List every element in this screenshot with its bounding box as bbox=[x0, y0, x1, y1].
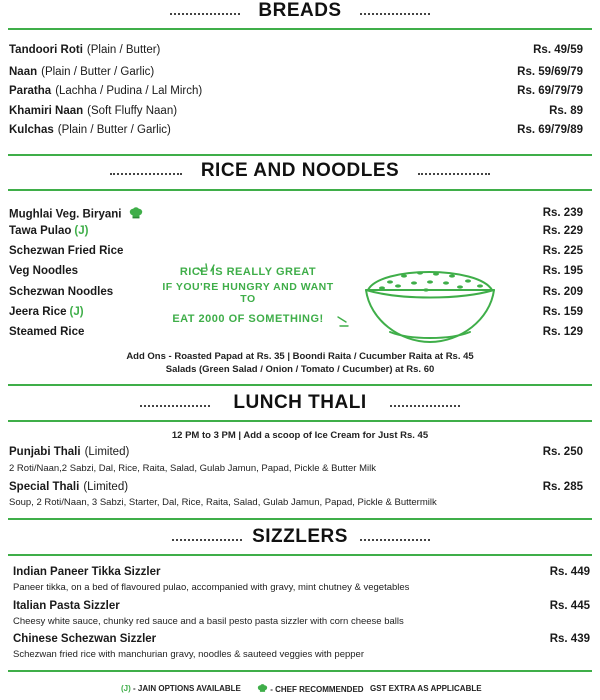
item-description: Soup, 2 Roti/Naan, 3 Sabzi, Starter, Dal, Rice, Raita, Salad, Gulab Jamun, Papad, Pickle & Buttermilk bbox=[9, 497, 437, 508]
list-item: Steamed Rice Rs. 129 bbox=[9, 326, 583, 338]
chef-hat-icon bbox=[257, 684, 268, 693]
list-item: Schezwan Noodles Rs. 209 bbox=[9, 286, 583, 298]
jain-badge: (J) bbox=[74, 225, 89, 237]
list-item: Veg Noodles Rs. 195 bbox=[9, 265, 583, 277]
item-price: Rs. 449 bbox=[549, 566, 590, 578]
item-price: Rs. 250 bbox=[542, 446, 583, 458]
item-price: Rs. 225 bbox=[542, 245, 583, 257]
item-price: Rs. 239 bbox=[542, 207, 583, 219]
item-price: Rs. 49/59 bbox=[533, 44, 583, 56]
sizzlers-header bbox=[0, 526, 600, 554]
thali-title: LUNCH THALI bbox=[233, 392, 367, 413]
rice-header bbox=[0, 160, 600, 188]
list-item: Paratha (Lachha / Pudina / Lal Mirch) Rs. 69/79/79 bbox=[9, 85, 583, 97]
sizzlers-top-rule bbox=[8, 518, 592, 520]
list-item: Schezwan Fried Rice Rs. 225 bbox=[9, 245, 583, 257]
item-price: Rs. 195 bbox=[542, 265, 583, 277]
item-price: Rs. 209 bbox=[542, 286, 583, 298]
list-item: Jeera Rice (J) Rs. 159 bbox=[9, 306, 583, 318]
addons-line-2: Salads (Green Salad / Onion / Tomato / Cucumber) at Rs. 60 bbox=[165, 364, 435, 375]
rice-rule bbox=[8, 189, 592, 191]
breads-rule bbox=[8, 28, 592, 30]
item-price: Rs. 159 bbox=[542, 306, 583, 318]
item-price: Rs. 69/79/89 bbox=[517, 124, 583, 136]
list-item: Indian Paneer Tikka Sizzler Rs. 449 bbox=[13, 566, 590, 578]
list-item: Tandoori Roti (Plain / Butter) Rs. 49/59 bbox=[9, 44, 583, 56]
addons-line-1: Add Ons - Roasted Papad at Rs. 35 | Boondi Raita / Cucumber Raita at Rs. 45 bbox=[126, 351, 474, 362]
jain-badge: (J) bbox=[69, 306, 84, 318]
item-description: 2 Roti/Naan,2 Sabzi, Dal, Rice, Raita, Salad, Gulab Jamun, Papad, Pickle & Butter Milk bbox=[9, 463, 376, 474]
list-item: Punjabi Thali (Limited) Rs. 250 bbox=[9, 446, 583, 458]
item-price: Rs. 439 bbox=[549, 633, 590, 645]
breads-header bbox=[0, 0, 600, 28]
doodle-strokes bbox=[196, 262, 356, 334]
thali-rule bbox=[8, 420, 592, 422]
item-price: Rs. 445 bbox=[549, 600, 590, 612]
rice-title: RICE AND NOODLES bbox=[200, 160, 400, 181]
item-description: Paneer tikka, on a bed of flavoured pulao, accompanied with gravy, mint chutney & vegetables bbox=[13, 582, 410, 593]
chef-hat-icon bbox=[129, 207, 143, 222]
rice-bowl-illustration bbox=[360, 262, 500, 348]
item-description: Schezwan fried rice with manchurian gravy, noodles & sauteed veggies with pepper bbox=[13, 649, 364, 660]
list-item: Khamiri Naan (Soft Fluffy Naan) Rs. 89 bbox=[9, 105, 583, 117]
legend-chef: - CHEF RECOMMENDED bbox=[257, 684, 364, 694]
item-description: Cheesy white sauce, chunky red sauce and a basil pesto pasta sizzler with corn cheese balls bbox=[13, 616, 404, 627]
rice-doodle-note: RICE IS REALLY GREAT IF YOU'RE HUNGRY AND WANT TO EAT 2000 OF SOMETHING! bbox=[162, 266, 334, 325]
list-item: Tawa Pulao (J) Rs. 229 bbox=[9, 225, 583, 237]
sizzlers-title: SIZZLERS bbox=[252, 526, 348, 547]
footer-rule bbox=[8, 670, 592, 672]
list-item: Naan (Plain / Butter / Garlic) Rs. 59/69/79 bbox=[9, 66, 583, 78]
list-item: Special Thali (Limited) Rs. 285 bbox=[9, 481, 583, 493]
thali-header bbox=[0, 392, 600, 420]
item-price: Rs. 129 bbox=[542, 326, 583, 338]
thali-timing: 12 PM to 3 PM | Add a scoop of Ice Cream for Just Rs. 45 bbox=[171, 430, 429, 441]
item-price: Rs. 89 bbox=[549, 105, 583, 117]
item-price: Rs. 285 bbox=[542, 481, 583, 493]
rice-top-rule bbox=[8, 154, 592, 156]
breads-title: BREADS bbox=[258, 0, 342, 21]
item-price: Rs. 69/79/79 bbox=[517, 85, 583, 97]
legend-jain: (J) - JAIN OPTIONS AVAILABLE bbox=[121, 684, 241, 693]
thali-top-rule bbox=[8, 384, 592, 386]
item-price: Rs. 59/69/79 bbox=[517, 66, 583, 78]
sizzlers-rule bbox=[8, 554, 592, 556]
legend-gst: GST EXTRA AS APPLICABLE bbox=[370, 684, 482, 693]
list-item: Italian Pasta Sizzler Rs. 445 bbox=[13, 600, 590, 612]
list-item: Kulchas (Plain / Butter / Garlic) Rs. 69/79/89 bbox=[9, 124, 583, 136]
item-price: Rs. 229 bbox=[542, 225, 583, 237]
list-item: Chinese Schezwan Sizzler Rs. 439 bbox=[13, 633, 590, 645]
list-item: Mughlai Veg. Biryani Rs. 239 bbox=[9, 207, 583, 221]
